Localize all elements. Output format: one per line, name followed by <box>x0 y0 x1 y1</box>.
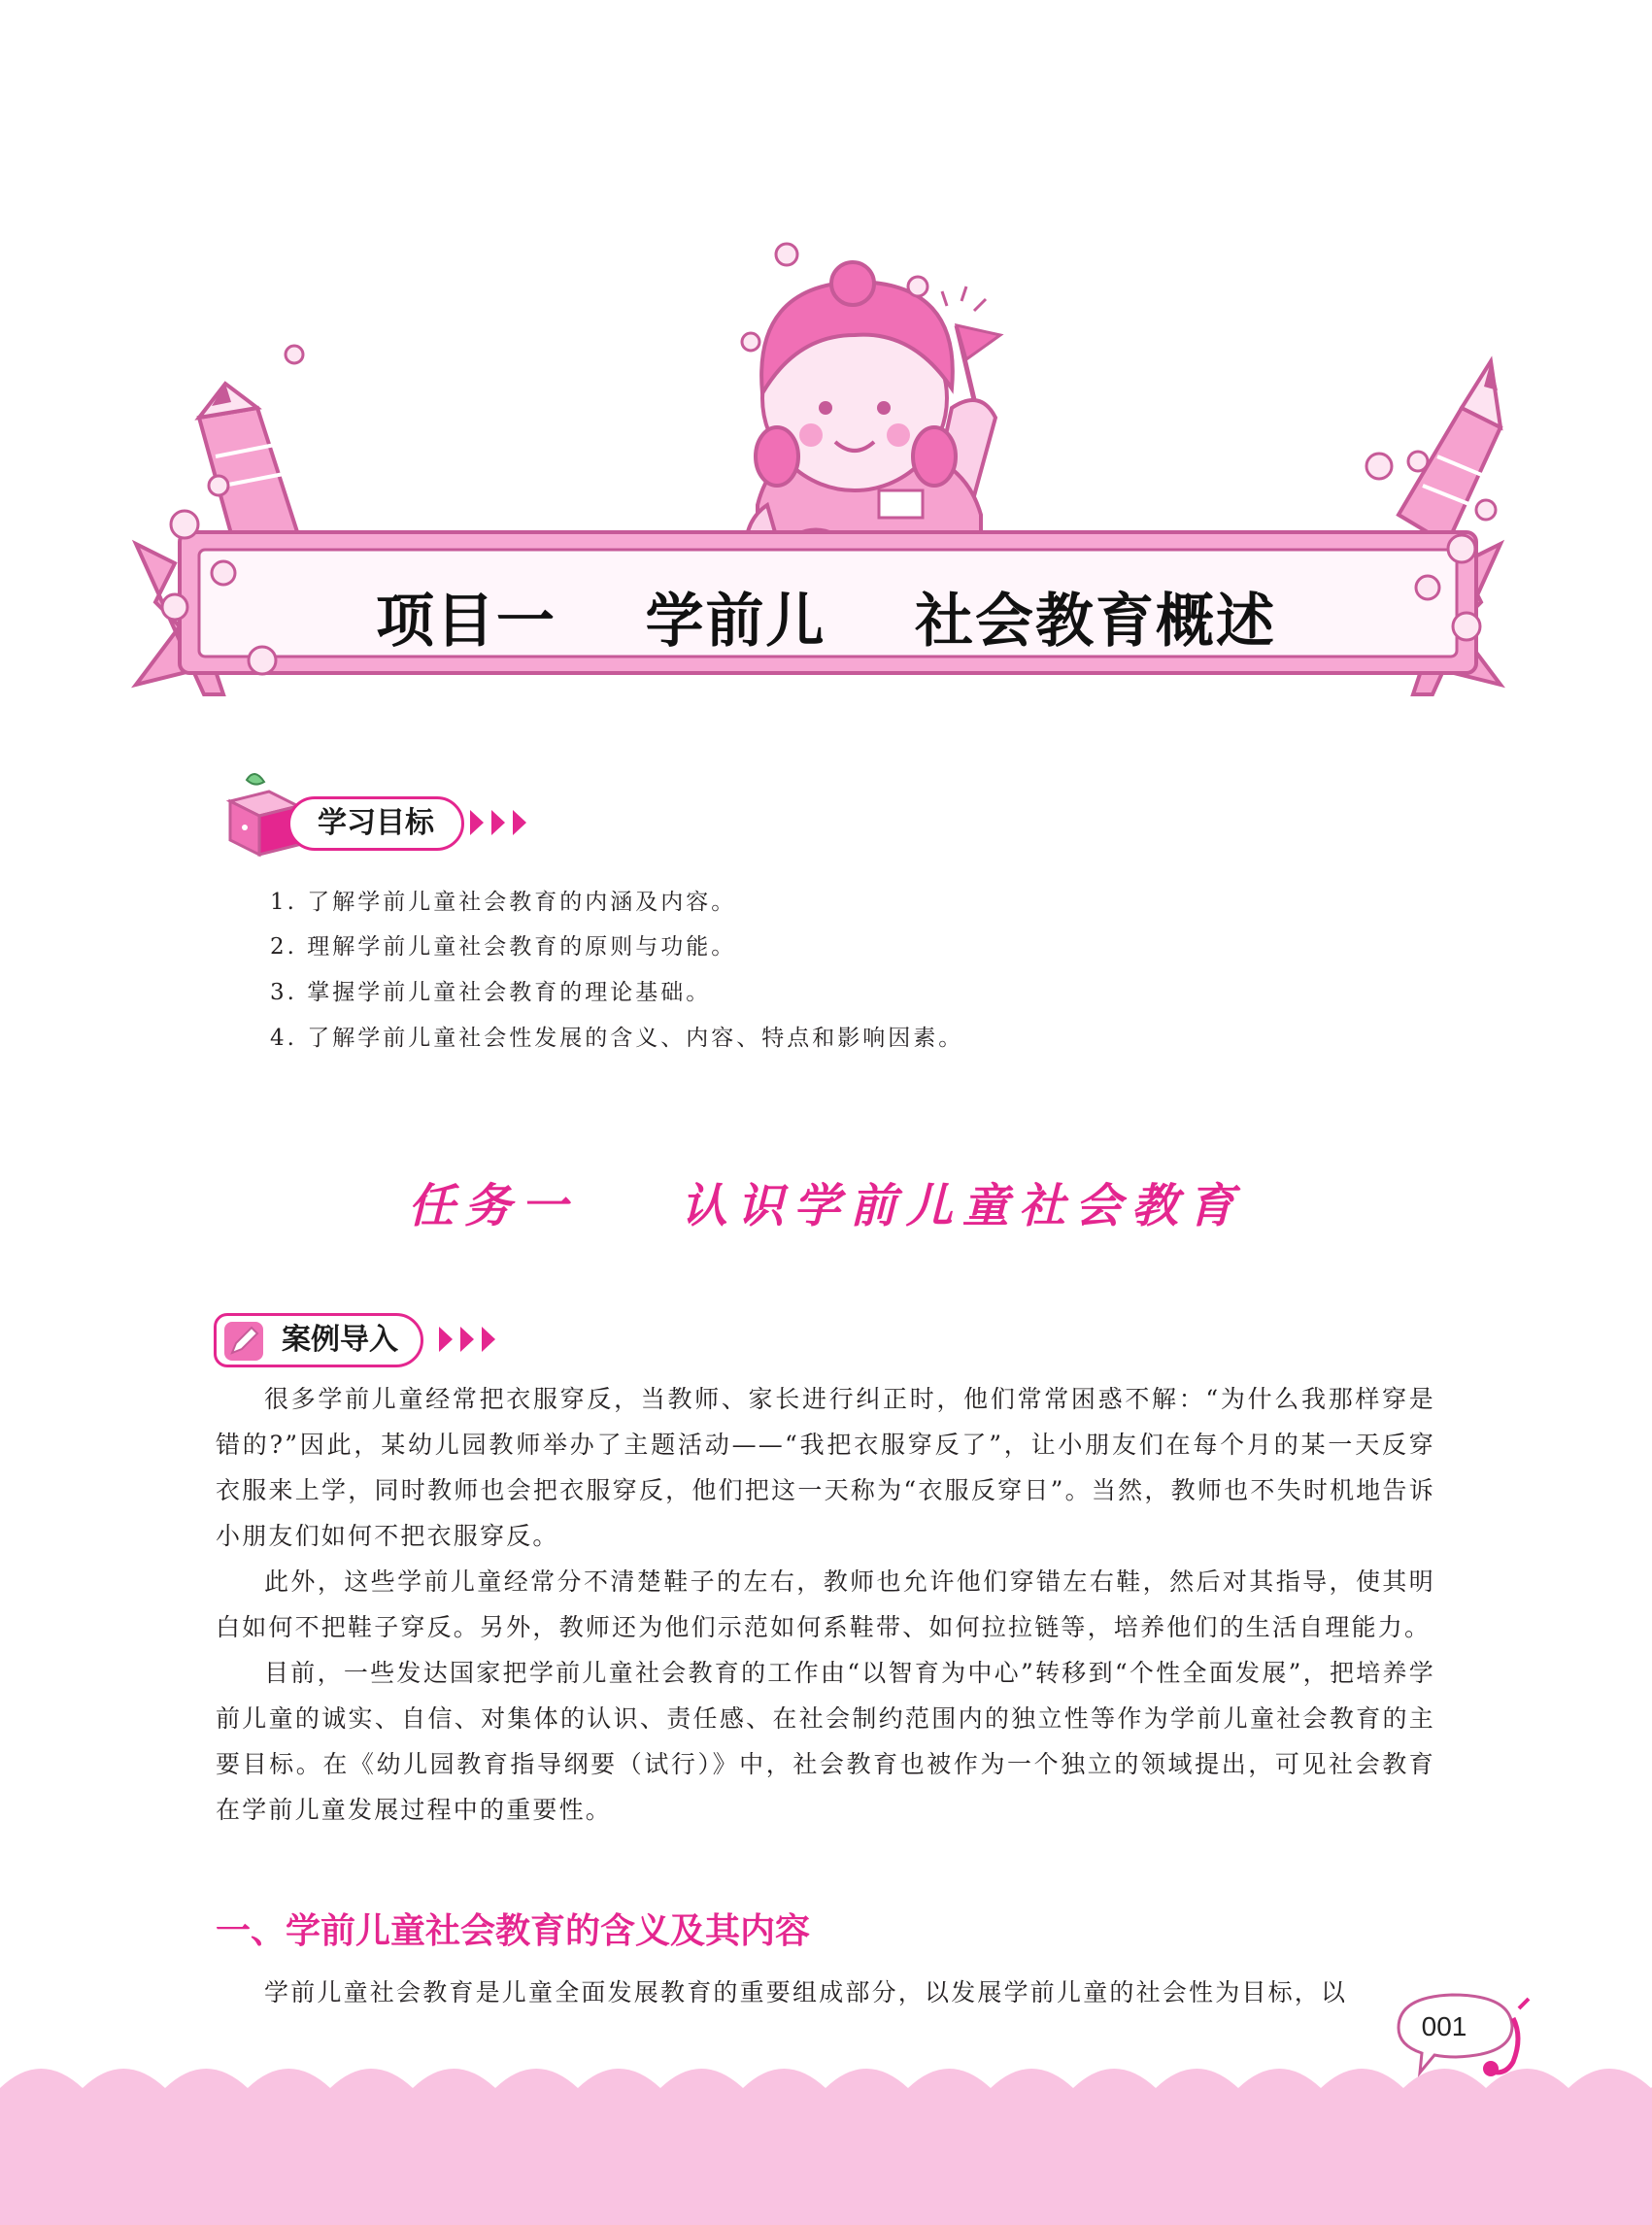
triple-arrow-icon <box>470 808 532 837</box>
objective-item: 1. 了解学前儿童社会教育的内涵及内容。 <box>270 890 737 915</box>
girl-with-flag-illustration <box>746 262 1001 573</box>
section-heading: 一、学前儿童社会教育的含义及其内容 <box>216 1911 811 1951</box>
learning-objectives-label: 学习目标 <box>318 806 434 840</box>
chapter-title: 项目一 学前儿 社会教育概述 <box>375 588 1277 656</box>
pencil-icon <box>224 1322 263 1361</box>
objective-item: 4. 了解学前儿童社会性发展的含义、内容、特点和影响因素。 <box>270 1026 964 1051</box>
case-intro-label: 案例导入 <box>282 1323 398 1357</box>
case-text <box>216 1376 1435 1833</box>
section-text <box>216 1970 1435 2015</box>
task-title: 任务一 认识学前儿童社会教育 <box>408 1179 1244 1233</box>
case-paragraph: 目前，一些发达国家把学前儿童社会教育的工作由“以智育为中心”转移到“个性全面发展”，把培养学前儿童的诚实、自信、对集体的认识、责任感、在社会制约范围内的独立性等作为学前儿童社会教育的主要目标。在《幼儿园教育指导纲要（试行）》中，社会教育也被作为一个独立的领域提出，可见社会教育在学前儿童发展过程中的重要性。 <box>216 1659 1435 1824</box>
page-number: 001 <box>1421 2011 1467 2041</box>
case-paragraph: 很多学前儿童经常把衣服穿反，当教师、家长进行纠正时，他们常常困惑不解：“为什么我那样穿是错的?”因此，某幼儿园教师举办了主题活动——“我把衣服穿反了”，让小朋友们在每个月的某一天反穿衣服来上学，同时教师也会把衣服穿反，他们把这一天称为“衣服反穿日”。当然，教师也不失时机地告诉小朋友们如何不把衣服穿反。 <box>216 1385 1435 1550</box>
section-paragraph: 学前儿童社会教育是儿童全面发展教育的重要组成部分，以发展学前儿童的社会性为目标，以 <box>264 1978 1348 2006</box>
case-intro-badge <box>214 1313 423 1367</box>
triple-arrow-icon <box>439 1325 501 1354</box>
case-paragraph: 此外，这些学前儿童经常分不清楚鞋子的左右，教师也允许他们穿错左右鞋，然后对其指导，使其明白如何不把鞋子穿反。另外，教师还为他们示范如何系鞋带、如何拉拉链等，培养他们的生活自理能力。 <box>216 1568 1435 1641</box>
learning-objectives-badge <box>287 796 464 851</box>
objective-item: 2. 理解学前儿童社会教育的原则与功能。 <box>270 934 737 960</box>
objective-item: 3. 掌握学前儿童社会教育的理论基础。 <box>270 980 712 1005</box>
